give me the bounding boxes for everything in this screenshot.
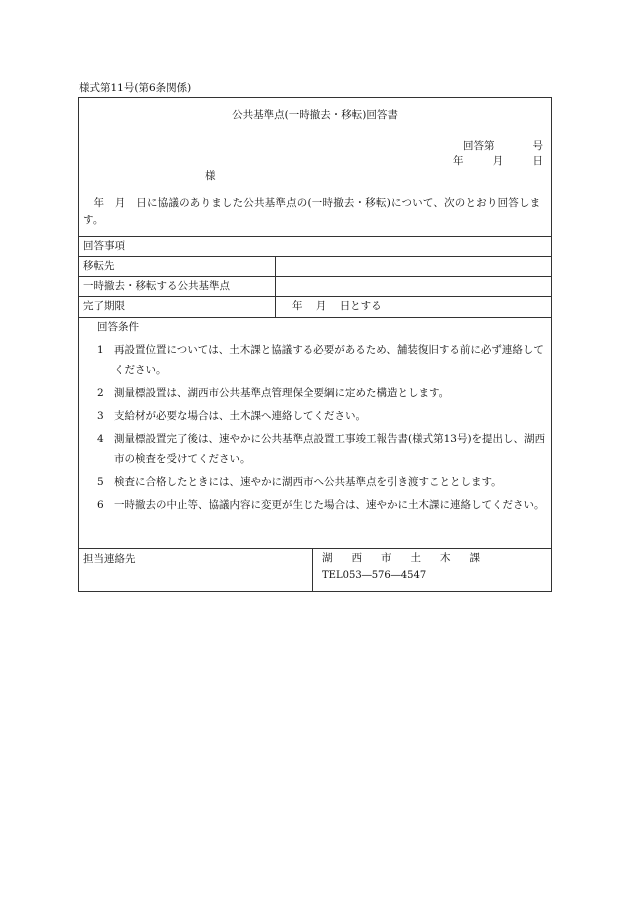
contact-row [79,549,551,591]
condition-number: 5 [97,476,104,488]
deadline-year: 年 [292,300,303,312]
response-number-suffix: 号 [532,140,543,152]
condition-item [83,472,547,492]
condition-number: 2 [97,387,104,399]
condition-text: 再設置位置については、土木課と協議する必要があるため、舗装復旧する前に必ず連絡してください。 [114,344,544,376]
destination-row [79,257,551,277]
deadline-value [276,297,551,317]
response-date [453,153,543,168]
condition-number: 1 [97,344,104,356]
response-date-month: 月 [492,155,504,167]
office-char: 市 [381,552,392,564]
target-point-row [79,277,551,297]
answer-items-row [79,237,551,257]
response-date-year: 年 [453,155,464,167]
response-number-label: 回答第 [463,140,495,152]
condition-item [83,495,547,515]
office-name [322,549,480,568]
deadline-month: 月 [315,300,327,312]
condition-text: 支給材が必要な場合は、土木課へ連絡してください。 [114,410,366,422]
condition-number: 6 [97,499,104,511]
contact-label: 担当連絡先 [79,549,313,591]
deadline-day: 日とする [339,300,382,312]
conditions-title: 回答条件 [97,321,139,333]
response-document [78,97,552,592]
condition-text: 検査に合格したときには、速やかに湖西市へ公共基準点を引き渡すこととします。 [114,476,502,488]
condition-item [83,429,547,469]
condition-text: 測量標設置完了後は、速やかに公共基準点設置工事竣工報告書(様式第13号)を提出し、湖西市の検査を受けてください。 [114,433,546,465]
target-point-label: 一時撤去・移転する公共基準点 [79,277,276,296]
condition-item [83,340,547,380]
deadline-row [79,297,551,317]
condition-item [83,406,547,426]
answer-items-label: 回答事項 [83,240,125,252]
conditions-section [79,317,551,549]
telephone-number: TEL053―576―4547 [322,570,427,581]
intro-text: 年 月 日に協議のありました公共基準点の(一時撤去・移転)について、次のとおり回答します。 [83,197,541,226]
condition-item [83,383,547,403]
addressee: 様 [205,170,216,182]
condition-text: 一時撤去の中止等、協議内容に変更が生じた場合は、速やかに土木課に連絡してください。 [114,499,545,511]
office-char: 木 [440,552,451,564]
document-title: 公共基準点(一時撤去・移転)回答書 [232,109,398,121]
office-char: 西 [351,552,362,564]
condition-number: 4 [97,433,104,445]
document-header [79,98,551,237]
destination-value [276,257,551,276]
office-char: 土 [410,552,421,564]
condition-number: 3 [97,410,104,422]
office-char: 課 [469,552,480,564]
destination-label: 移転先 [79,257,276,276]
form-label: 様式第11号(第6条関係) [79,82,192,94]
office-char: 湖 [322,552,333,564]
response-date-day: 日 [532,155,543,167]
contact-info [313,549,551,591]
response-number [463,138,543,153]
condition-text: 測量標設置は、湖西市公共基準点管理保全要綱に定めた構造とします。 [114,387,450,399]
deadline-label: 完了期限 [79,297,276,317]
target-point-value [276,277,551,296]
